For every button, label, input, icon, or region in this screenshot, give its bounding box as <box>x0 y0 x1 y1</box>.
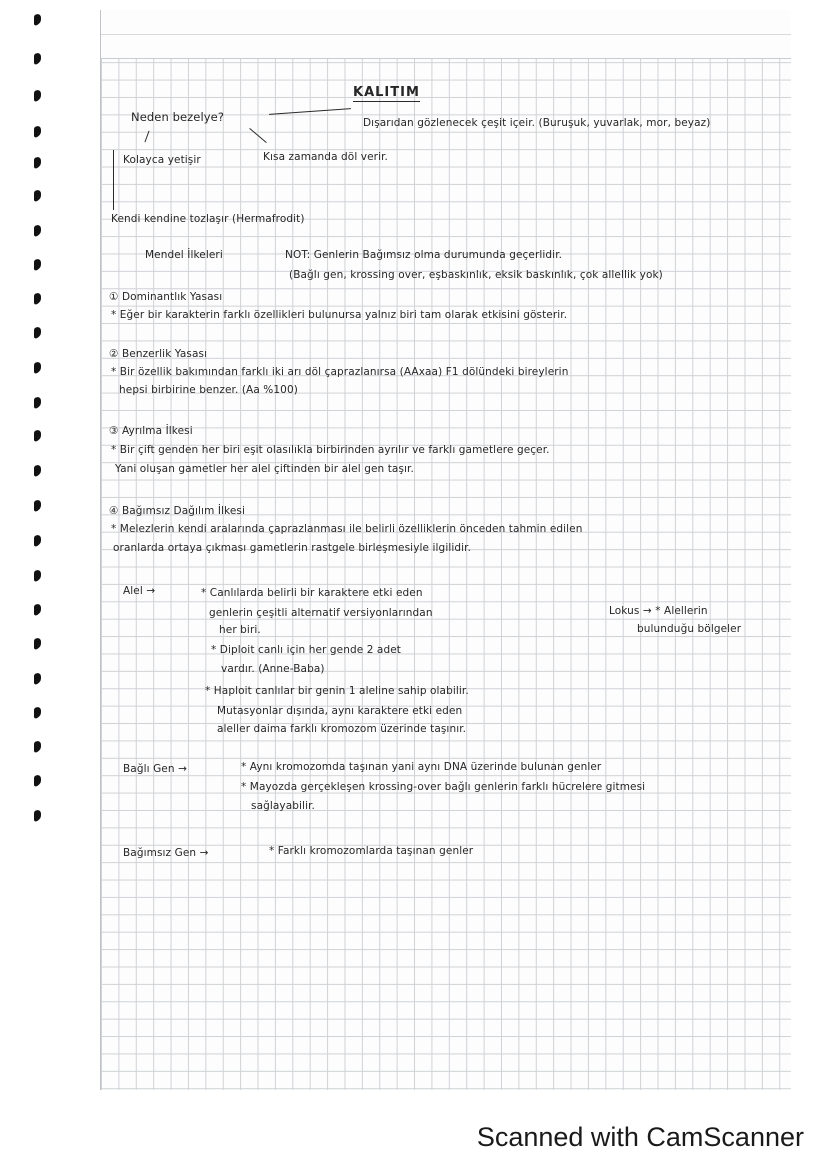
arrow-line <box>269 108 351 115</box>
easy-grow-text: Kolayca yetişir <box>123 154 201 166</box>
self-pollinate-text: Kendi kendine tozlaşır (Hermafrodit) <box>111 213 305 225</box>
bracket-line <box>113 150 114 210</box>
branch-line <box>249 128 266 143</box>
why-pea-question: Neden bezelye? <box>131 110 225 124</box>
haploit-line-3: aleller daima farklı kromozom üzerinde taşınır. <box>217 723 467 735</box>
principle-3-line-1: * Bir çift genden her biri eşit olasılıkla birbirinden ayrılır ve farklı gametlere geçer. <box>111 444 550 456</box>
branch-line-left <box>144 131 149 143</box>
short-time-text: Kısa zamanda döl verir. <box>263 151 388 163</box>
diploit-line-1: * Diploit canlı için her gende 2 adet <box>211 644 402 656</box>
mendel-heading: Mendel İlkeleri <box>145 249 223 261</box>
sheet-header-band <box>101 10 791 59</box>
camscanner-watermark: Scanned with CamScanner <box>476 1122 804 1152</box>
principle-2-line-2: hepsi birbirine benzer. (Aa %100) <box>119 384 298 396</box>
page-title: KALITIM <box>353 85 420 100</box>
independent-gene-text: * Farklı kromozomlarda taşınan genler <box>269 845 474 857</box>
linked-gene-line-3: sağlayabilir. <box>251 800 315 812</box>
principle-1-text: * Eğer bir karakterin farklı özellikleri bulunursa yalnız biri tam olarak etkisini gösterir. <box>111 309 568 321</box>
diploit-line-2: vardır. (Anne-Baba) <box>221 663 325 675</box>
alel-line-1: * Canlılarda belirli bir karaktere etki eden <box>201 587 423 599</box>
principle-4-title: ④ Bağımsız Dağılım İlkesi <box>109 505 246 517</box>
principle-2-title: ② Benzerlik Yasası <box>109 348 208 360</box>
alel-label: Alel → <box>123 585 156 597</box>
note-line-1: NOT: Genlerin Bağımsız olma durumunda geçerlidir. <box>285 249 563 261</box>
independent-gene-label: Bağımsız Gen → <box>123 847 209 859</box>
linked-gene-line-1: * Aynı kromozomda taşınan yani aynı DNA üzerinde bulunan genler <box>241 761 602 773</box>
lokus-line-2: bulunduğu bölgeler <box>637 623 742 635</box>
principle-2-line-1: * Bir özellik bakımından farklı iki arı döl çaprazlanırsa (AAxaa) F1 dölündeki bireylerin <box>111 366 569 378</box>
principle-3-line-2: Yani oluşan gametler her alel çiftinden bir alel gen taşır. <box>115 463 414 475</box>
grid-paper-sheet <box>100 10 791 1090</box>
principle-1-title: ① Dominantlık Yasası <box>109 291 223 303</box>
haploit-line-2: Mutasyonlar dışında, aynı karaktere etki eden <box>217 705 463 717</box>
pea-traits-text: Dışarıdan gözlenecek çeşit içeir. (Buruşuk, yuvarlak, mor, beyaz) <box>363 117 711 129</box>
alel-line-3: her biri. <box>219 624 261 636</box>
principle-4-line-1: * Melezlerin kendi aralarında çaprazlanması ile belirli özelliklerin önceden tahmin edilen <box>111 523 583 535</box>
linked-gene-line-2: * Mayozda gerçekleşen krossing-over bağlı genlerin farklı hücrelere gitmesi <box>241 781 646 793</box>
haploit-line-1: * Haploit canlılar bir genin 1 aleline sahip olabilir. <box>205 685 469 697</box>
binder-holes <box>0 0 60 1171</box>
principle-3-title: ③ Ayrılma İlkesi <box>109 425 193 437</box>
lokus-line-1: Lokus → * Alellerin <box>609 605 708 617</box>
alel-line-2: genlerin çeşitli alternatif versiyonlarından <box>209 607 433 619</box>
principle-4-line-2: oranlarda ortaya çıkması gametlerin rastgele birleşmesiyle ilgilidir. <box>113 542 472 554</box>
linked-gene-label: Bağlı Gen → <box>123 763 187 775</box>
note-line-2: (Bağlı gen, krossing over, eşbaskınlık, eksik baskınlık, çok allellik yok) <box>289 269 663 281</box>
